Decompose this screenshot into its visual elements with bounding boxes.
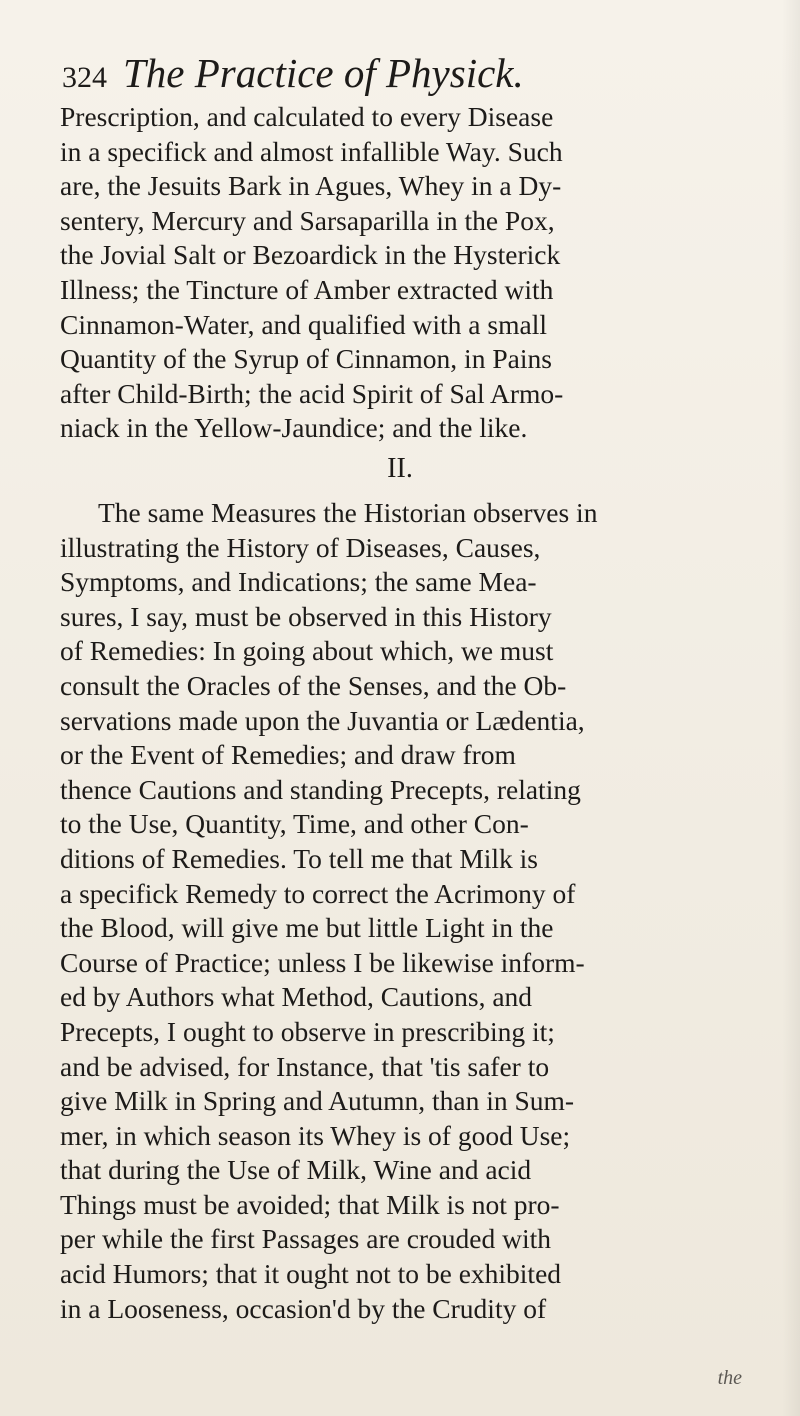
text-line: ed by Authors what Method, Cautions, and	[60, 981, 533, 1013]
text-line: Things must be avoided; that Milk is not pro-	[60, 1188, 560, 1220]
text-line: or the Event of Remedies; and draw from	[60, 739, 516, 771]
text-line: the Blood, will give me but little Light in the	[60, 912, 554, 944]
text-line: after Child-Birth; the acid Spirit of Sal Armo-	[60, 377, 564, 409]
text-line: illustrating the History of Diseases, Causes,	[60, 531, 541, 563]
text-line: niack in the Yellow-Jaundice; and the like.	[60, 412, 528, 444]
text-line: Quantity of the Syrup of Cinnamon, in Pains	[60, 343, 552, 375]
text-line: Prescription, and calculated to every Disease	[60, 101, 554, 132]
text-line: mer, in which season its Whey is of good Use;	[60, 1119, 571, 1151]
text-line: servations made upon the Juvantia or Lædentia,	[60, 704, 585, 736]
running-head	[62, 48, 762, 98]
text-line: consult the Oracles of the Senses, and the Ob-	[60, 669, 567, 701]
text-line: The same Measures the Historian observes in	[98, 497, 598, 528]
text-line: sures, I say, must be observed in this History	[60, 600, 552, 632]
text-line: ditions of Remedies. To tell me that Milk is	[60, 842, 539, 874]
text-line: Illness; the Tincture of Amber extracted with	[60, 273, 554, 305]
running-title: The Practice of Physick.	[123, 50, 524, 96]
text-line: are, the Jesuits Bark in Agues, Whey in a Dy-	[60, 170, 562, 202]
paragraph-2	[60, 496, 750, 1326]
text-line: Precepts, I ought to observe in prescribing it;	[60, 1015, 555, 1047]
text-line: in a specifick and almost infallible Way. Such	[60, 135, 563, 167]
text-line: Cinnamon-Water, and qualified with a small	[60, 308, 547, 340]
page-number: 324	[62, 61, 107, 94]
text-line: the Jovial Salt or Bezoardick in the Hysterick	[60, 239, 561, 271]
catchword: the	[717, 1367, 742, 1389]
text-line: and be advised, for Instance, that 'tis safer to	[60, 1050, 550, 1082]
page-edge-shadow	[782, 0, 800, 1416]
text-line: a specifick Remedy to correct the Acrimony of	[60, 877, 576, 909]
text-line: sentery, Mercury and Sarsaparilla in the Pox,	[60, 204, 555, 236]
text-line: Course of Practice; unless I be likewise inform-	[60, 946, 585, 978]
section-numeral: II.	[387, 453, 413, 484]
text-line: thence Cautions and standing Precepts, relating	[60, 773, 581, 805]
text-line: per while the first Passages are crouded with	[60, 1223, 552, 1255]
text-line: Symptoms, and Indications; the same Mea-	[60, 566, 537, 598]
text-line: in a Looseness, occasion'd by the Crudity of	[60, 1292, 547, 1324]
text-line: of Remedies: In going about which, we must	[60, 635, 554, 667]
text-line: give Milk in Spring and Autumn, than in Sum-	[60, 1085, 575, 1117]
paragraph-1	[60, 100, 750, 446]
text-line: that during the Use of Milk, Wine and acid	[60, 1154, 532, 1186]
text-line: to the Use, Quantity, Time, and other Con-	[60, 808, 529, 840]
text-line: acid Humors; that it ought not to be exhibited	[60, 1258, 562, 1290]
